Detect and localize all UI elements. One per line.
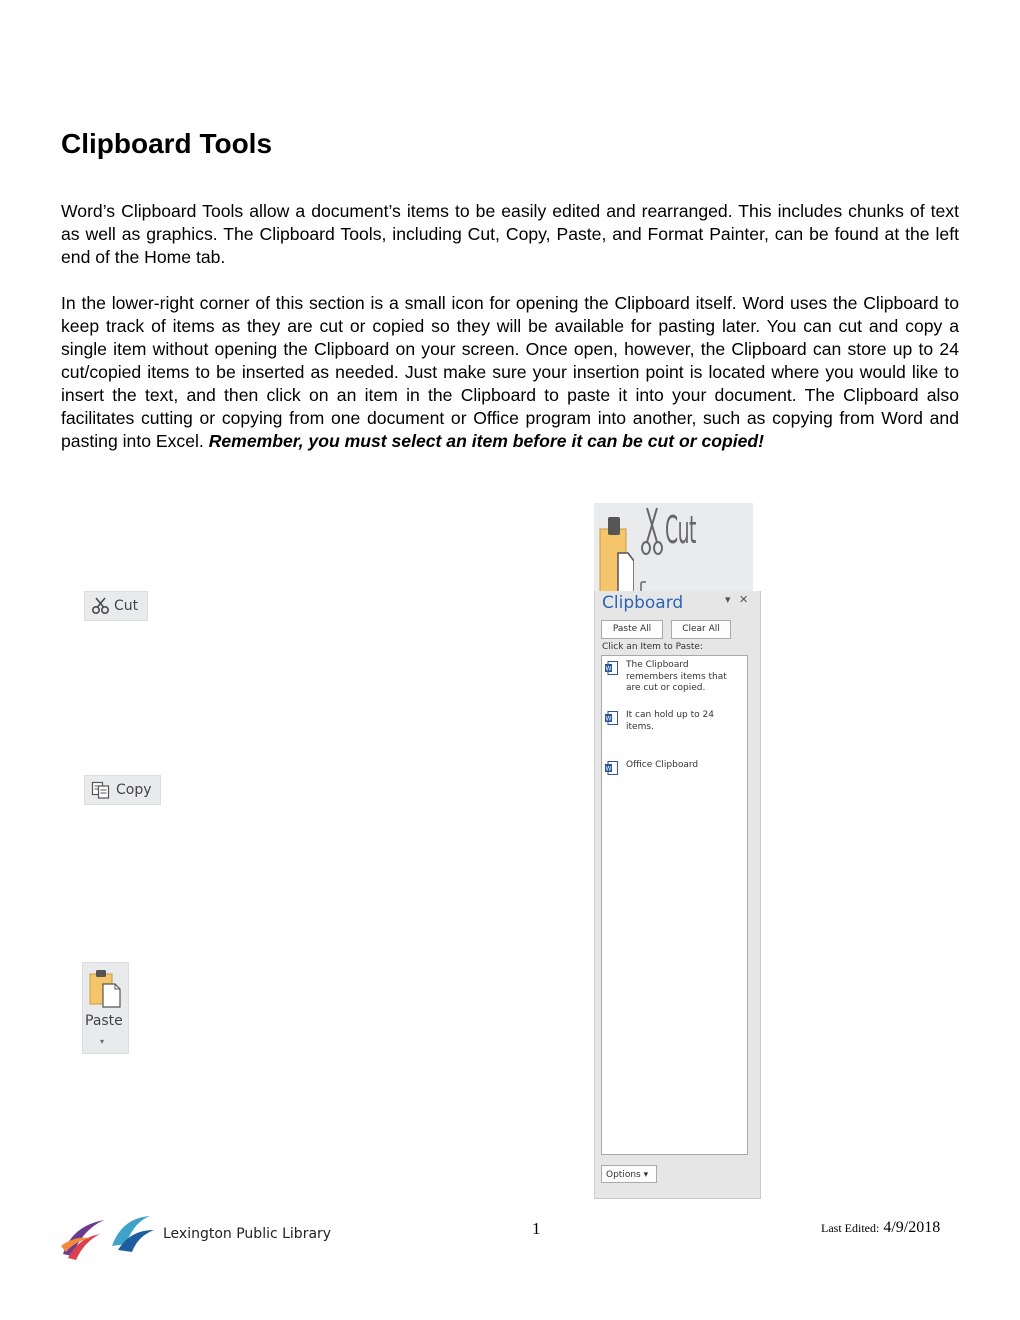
cut-button-image	[84, 591, 148, 621]
library-logo-icon	[60, 1212, 160, 1260]
word-doc-icon	[605, 711, 618, 725]
library-name: Lexington Public Library	[163, 1226, 332, 1242]
clipboard-item-text: Office Clipboard	[626, 760, 699, 770]
intro-paragraph: Word’s Clipboard Tools allow a document’s items to be easily edited and rearranged. This includes chunks of text as well as graphics. The Clipboard Tools, including Cut, Copy, Paste, and Format Painter, can be found at the left end of the Home tab.	[61, 201, 959, 267]
svg-text:W: W	[605, 715, 612, 723]
copy-label: Copy	[116, 782, 152, 798]
word-doc-icon	[605, 661, 618, 675]
paste-label: Paste	[85, 1013, 123, 1029]
paste-clipboard-icon	[89, 968, 123, 1008]
paste-clipboard-zoom-icon	[598, 511, 634, 591]
paste-dropdown-icon: ▾	[100, 1037, 105, 1046]
pane-instruction: Click an Item to Paste:	[602, 642, 703, 652]
clipboard-paragraph	[61, 292, 959, 453]
document-title: Clipboard Tools	[61, 128, 273, 159]
svg-text:W: W	[605, 765, 612, 773]
page-number: 1	[532, 1219, 541, 1238]
word-doc-icon	[605, 761, 618, 775]
clipboard-paragraph-body: In the lower-right corner of this section is a small icon for opening the Clipboard itself. Word uses the Clipboard to keep track of items as they are cut or copied so they will be available for pasting later. You can cut and copy a single item without opening the Clipboard on your screen. Once open, however, the Clipboard can store up to 24 cut/copied items to be inserted as needed. Just make sure your insertion point is located where you would like to insert the text, and then click on an item in the Clipboard to paste it into your document. The Clipboard also facilitates cutting or copying from one document or Office program into another, such as copying from Word and pasting into Excel.	[61, 293, 959, 451]
last-edited-date: 4/9/2018	[883, 1219, 941, 1236]
copy-icon	[91, 781, 111, 799]
last-edited-label: Last Edited:	[821, 1221, 880, 1235]
last-edited	[821, 1219, 940, 1237]
close-icon[interactable]: ✕	[739, 593, 749, 606]
paste-button-image	[82, 962, 129, 1054]
scissors-icon	[91, 597, 111, 615]
clear-all-button[interactable]: Clear All	[671, 620, 731, 639]
paste-all-button[interactable]: Paste All	[601, 620, 663, 639]
clipboard-items-list	[601, 655, 748, 1155]
cut-label: Cut	[114, 598, 139, 614]
scissors-zoom-icon	[640, 506, 664, 556]
options-button[interactable]: Options ▾	[601, 1165, 657, 1183]
emphasis-note: Remember, you must select an item before it can be cut or copied!	[208, 431, 765, 451]
clipboard-task-pane	[594, 591, 761, 1199]
pane-title: Clipboard	[602, 593, 684, 613]
copy-button-image	[84, 775, 161, 805]
copy-zoom-icon	[638, 581, 652, 591]
cut-zoom-label: Cut	[665, 508, 696, 552]
clipboard-item-text: The Clipboard remembers items that are cut or copied.	[626, 660, 727, 693]
pane-options-dropdown-icon[interactable]: ▾	[725, 593, 731, 606]
svg-text:W: W	[605, 665, 612, 673]
clipboard-item-text: It can hold up to 24 items.	[626, 710, 714, 732]
